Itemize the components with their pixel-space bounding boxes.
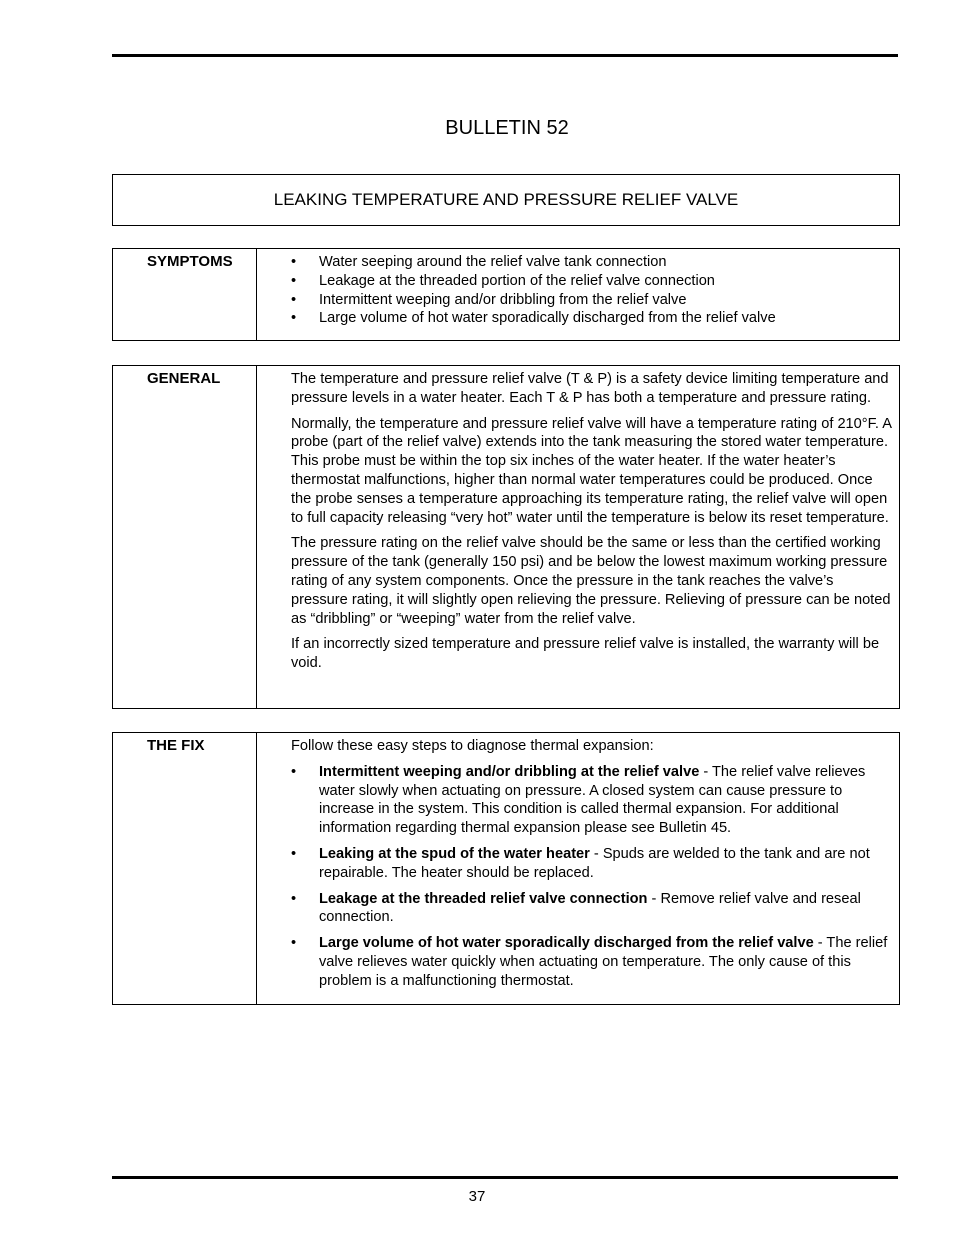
fix-intro: Follow these easy steps to diagnose thermal expansion:: [291, 738, 654, 754]
fix-item-title: Leakage at the threaded relief valve connection: [319, 890, 648, 907]
fix-item-text: - The relief valve relieves water quickly when actuating on temperature. The only cause of this problem is a malfunctioning thermostat.: [319, 935, 888, 989]
fix-item-text: - The relief valve relieves water slowly when actuating on pressure. A closed system can cause pressure to increase in the system. This condition is called thermal expansion. For additional information regarding thermal expansion please see Bulletin 45.: [319, 763, 866, 837]
symptom-item: • Intermittent weeping and/or dribbling from the relief valve: [291, 291, 893, 310]
fix-item: [291, 763, 893, 838]
general-paragraph: Normally, the temperature and pressure relief valve will have a temperature rating of 210°F. A probe (part of the relief valve) extends into the tank measuring the stored water temperature. This probe must be within the top six inches of the water heater. If the water heater’s thermostat malfunctions, higher than normal water temperatures could be produced. Once the probe senses a temperature approaching its temperature rating, the relief valve will open to full capacity releasing “very hot” water until the temperature is below its reset temperature.: [291, 415, 892, 526]
symptom-item: • Leakage at the threaded portion of the relief valve connection: [291, 272, 893, 291]
symptoms-label: SYMPTOMS: [113, 249, 257, 340]
general-content: [257, 366, 899, 708]
bulletin-heading: BULLETIN 52: [445, 117, 569, 139]
fix-item-title: Large volume of hot water sporadically discharged from the relief valve: [319, 935, 814, 952]
fix-item-title: Leaking at the spud of the water heater: [319, 845, 590, 862]
bottom-rule: [112, 1176, 898, 1179]
fix-item-title: Intermittent weeping and/or dribbling at the relief valve: [319, 763, 700, 780]
general-section: [112, 365, 900, 709]
symptom-item: • Large volume of hot water sporadically discharged from the relief valve: [291, 309, 893, 328]
fix-section: [112, 732, 900, 1005]
general-label: GENERAL: [113, 366, 257, 708]
fix-item: [291, 845, 893, 883]
symptoms-section: [112, 248, 900, 341]
fix-label: THE FIX: [113, 733, 257, 1004]
document-title-box: [112, 174, 900, 226]
fix-item-text: - Spuds are welded to the tank and are not repairable. The heater should be replaced.: [319, 845, 870, 881]
symptom-item: • Water seeping around the relief valve tank connection: [291, 253, 893, 272]
fix-item: [291, 890, 893, 928]
top-rule: [112, 54, 898, 57]
page-number: 37: [468, 1188, 486, 1205]
fix-item-text: - Remove relief valve and reseal connection.: [319, 890, 861, 926]
fix-content: [257, 733, 899, 1004]
general-paragraph: If an incorrectly sized temperature and pressure relief valve is installed, the warranty will be void.: [291, 636, 880, 672]
general-paragraph: The pressure rating on the relief valve should be the same or less than the certified working pressure of the tank (generally 150 psi) and be below the lowest maximum working pressure rating of any system components. Once the pressure in the tank reaches the valve’s pressure rating, it will slightly open relieving the pressure. Relieving of pressure can be noted as “dribbling” or “weeping” water from the relief valve.: [291, 535, 891, 627]
document-title: LEAKING TEMPERATURE AND PRESSURE RELIEF VALVE: [273, 190, 739, 209]
symptoms-content: [257, 249, 899, 340]
fix-item: [291, 934, 893, 990]
general-paragraph: The temperature and pressure relief valve (T & P) is a safety device limiting temperature and pressure levels in a water heater. Each T & P has both a temperature and pressure rating.: [291, 371, 889, 406]
